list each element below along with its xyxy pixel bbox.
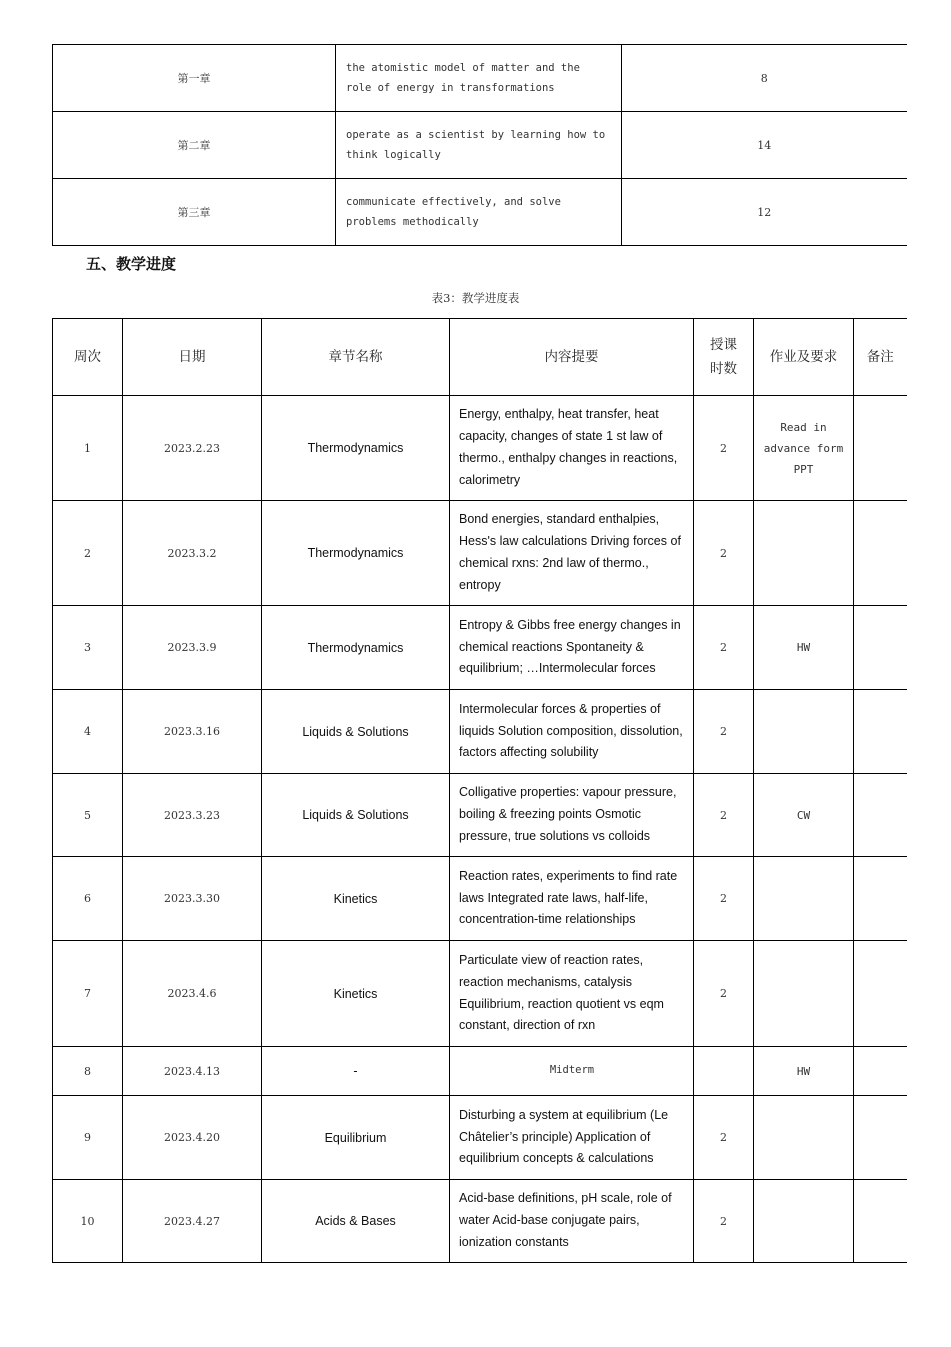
homework-cell — [754, 501, 854, 606]
remarks-cell — [854, 857, 907, 941]
table-row — [53, 941, 907, 1047]
hours-cell: 2 — [694, 1096, 754, 1180]
chapter-description-cell: operate as a scientist by learning how to think logically — [336, 112, 622, 179]
table-row — [53, 606, 907, 690]
content-cell: Disturbing a system at equilibrium (Le Châtelier’s principle) Application of equilibrium concepts & calculations — [450, 1096, 694, 1180]
header-homework: 作业及要求 — [754, 319, 854, 396]
table-row — [53, 1180, 907, 1263]
table-row — [53, 179, 907, 246]
date-cell: 2023.2.23 — [123, 396, 262, 501]
chapter-hours-cell: 8 — [622, 45, 907, 112]
chapter-name-cell: Liquids & Solutions — [262, 690, 450, 774]
table-row — [53, 112, 907, 179]
chapter-hours-cell: 12 — [622, 179, 907, 246]
content-cell: Midterm — [450, 1047, 694, 1096]
header-chapter: 章节名称 — [262, 319, 450, 396]
chapter-name-cell: - — [262, 1047, 450, 1096]
chapter-name-cell: Liquids & Solutions — [262, 774, 450, 857]
table-header-row — [53, 319, 907, 396]
date-cell: 2023.4.6 — [123, 941, 262, 1047]
hours-cell: 2 — [694, 941, 754, 1047]
remarks-cell — [854, 774, 907, 857]
week-cell: 4 — [53, 690, 123, 774]
table-row — [53, 45, 907, 112]
week-cell: 3 — [53, 606, 123, 690]
content-cell: Energy, enthalpy, heat transfer, heat capacity, changes of state 1 st law of thermo., enthalpy changes in reactions, calorimetry — [450, 396, 694, 501]
table-row — [53, 774, 907, 857]
content-cell: Intermolecular forces & properties of liquids Solution composition, dissolution, factors affecting solubility — [450, 690, 694, 774]
remarks-cell — [854, 1047, 907, 1096]
schedule-table — [52, 318, 907, 1263]
week-cell: 2 — [53, 501, 123, 606]
date-cell: 2023.3.9 — [123, 606, 262, 690]
homework-cell — [754, 1180, 854, 1263]
hours-cell — [694, 1047, 754, 1096]
table-caption: 表3：教学进度表 — [431, 291, 520, 305]
hours-cell: 2 — [694, 1180, 754, 1263]
chapters-table — [52, 44, 907, 246]
content-cell: Acid-base definitions, pH scale, role of water Acid-base conjugate pairs, ionization constants — [450, 1180, 694, 1263]
table-row — [53, 1096, 907, 1180]
remarks-cell — [854, 501, 907, 606]
content-cell: Reaction rates, experiments to find rate laws Integrated rate laws, half-life, concentration-time relationships — [450, 857, 694, 941]
date-cell: 2023.4.27 — [123, 1180, 262, 1263]
hours-cell: 2 — [694, 396, 754, 501]
remarks-cell — [854, 941, 907, 1047]
chapter-name-cell: Acids & Bases — [262, 1180, 450, 1263]
content-cell: Particulate view of reaction rates, reaction mechanisms, catalysis Equilibrium, reaction quotient vs eqm constant, direction of rxn — [450, 941, 694, 1047]
hours-cell: 2 — [694, 606, 754, 690]
table-row — [53, 501, 907, 606]
hours-cell: 2 — [694, 774, 754, 857]
remarks-cell — [854, 606, 907, 690]
homework-cell — [754, 941, 854, 1047]
homework-cell: HW — [754, 1047, 854, 1096]
content-cell: Entropy & Gibbs free energy changes in chemical reactions Spontaneity & equilibrium; …Intermolecular forces — [450, 606, 694, 690]
chapter-cell: 第二章 — [53, 112, 336, 179]
week-cell: 5 — [53, 774, 123, 857]
header-hours — [694, 319, 754, 396]
week-cell: 7 — [53, 941, 123, 1047]
header-remarks: 备注 — [854, 319, 907, 396]
chapter-name-cell: Thermodynamics — [262, 396, 450, 501]
remarks-cell — [854, 1180, 907, 1263]
chapter-hours-cell: 14 — [622, 112, 907, 179]
homework-cell: HW — [754, 606, 854, 690]
hours-cell: 2 — [694, 501, 754, 606]
remarks-cell — [854, 396, 907, 501]
header-hours-line1: 授课 — [710, 337, 737, 353]
homework-cell — [754, 690, 854, 774]
table-row — [53, 1047, 907, 1096]
content-cell: Bond energies, standard enthalpies, Hess's law calculations Driving forces of chemical rxns: 2nd law of thermo., entropy — [450, 501, 694, 606]
chapter-name-cell: Thermodynamics — [262, 501, 450, 606]
header-week: 周次 — [53, 319, 123, 396]
week-cell: 6 — [53, 857, 123, 941]
chapter-description-cell: communicate effectively, and solve problems methodically — [336, 179, 622, 246]
week-cell: 8 — [53, 1047, 123, 1096]
table-row — [53, 857, 907, 941]
header-content: 内容提要 — [450, 319, 694, 396]
chapter-cell: 第三章 — [53, 179, 336, 246]
chapter-cell: 第一章 — [53, 45, 336, 112]
header-hours-line2: 时数 — [710, 361, 737, 377]
chapter-name-cell: Thermodynamics — [262, 606, 450, 690]
chapter-description-cell: the atomistic model of matter and the role of energy in transformations — [336, 45, 622, 112]
date-cell: 2023.3.23 — [123, 774, 262, 857]
date-cell: 2023.3.30 — [123, 857, 262, 941]
homework-cell — [754, 857, 854, 941]
date-cell: 2023.3.2 — [123, 501, 262, 606]
hours-cell: 2 — [694, 857, 754, 941]
remarks-cell — [854, 1096, 907, 1180]
homework-cell: CW — [754, 774, 854, 857]
week-cell: 9 — [53, 1096, 123, 1180]
homework-cell — [754, 1096, 854, 1180]
homework-cell: Read in advance form PPT — [754, 396, 854, 501]
remarks-cell — [854, 690, 907, 774]
table-row — [53, 396, 907, 501]
week-cell: 10 — [53, 1180, 123, 1263]
chapter-name-cell: Kinetics — [262, 941, 450, 1047]
header-date: 日期 — [123, 319, 262, 396]
table-row — [53, 690, 907, 774]
date-cell: 2023.4.20 — [123, 1096, 262, 1180]
chapter-name-cell: Equilibrium — [262, 1096, 450, 1180]
chapter-name-cell: Kinetics — [262, 857, 450, 941]
week-cell: 1 — [53, 396, 123, 501]
hours-cell: 2 — [694, 690, 754, 774]
date-cell: 2023.4.13 — [123, 1047, 262, 1096]
date-cell: 2023.3.16 — [123, 690, 262, 774]
section-title: 五、教学进度 — [86, 255, 177, 273]
content-cell: Colligative properties: vapour pressure, boiling & freezing points Osmotic pressure, true solutions vs colloids — [450, 774, 694, 857]
